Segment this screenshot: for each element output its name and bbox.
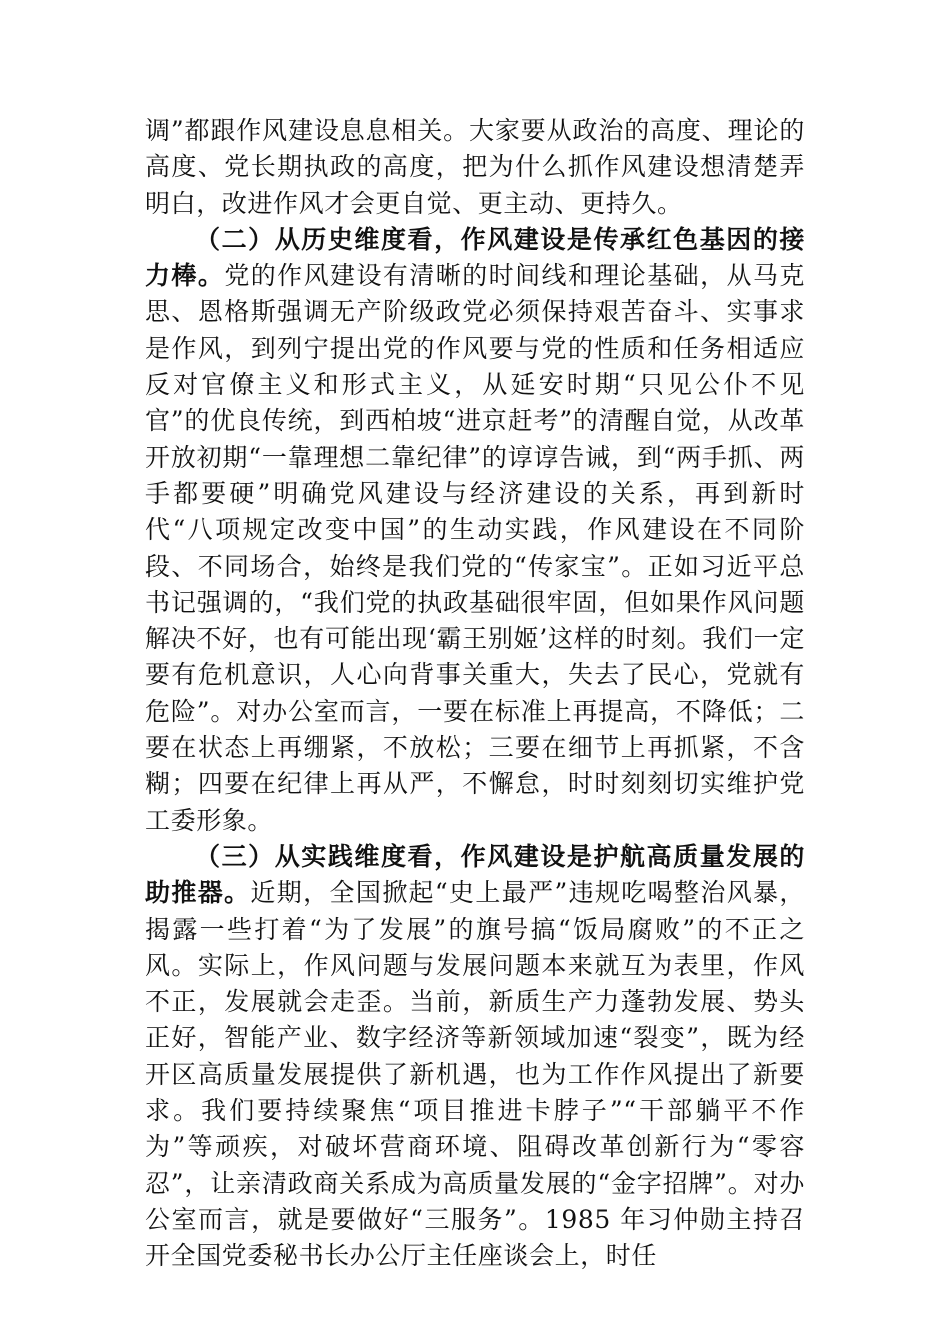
section-heading-three: （三）从实践维度看，作风建设是护航高质量发展的助推器。: [145, 841, 805, 908]
paragraph-practical-dimension: [145, 839, 805, 1275]
paragraph-text: 调”都跟作风建设息息相关。大家要从政治的高度、理论的高度、党长期执政的高度，把为什么抓作风建设想清楚弄明白，改进作风才会更自觉、更主动、更持久。: [145, 116, 805, 218]
paragraph-text: 近期，全国掀起“史上最严”违规吃喝整治风暴，揭露一些打着“为了发展”的旗号搞“饭局腐败”的不正之风。实际上，作风问题与发展问题本来就互为表里，作风不正，发展就会走歪。当前，新质生产力蓬勃发展、势头正好，智能产业、数字经济等新领域加速“裂变”，既为经开区高质量发展提供了新机遇，也为工作作风提出了新要求。我们要持续聚焦“项目推进卡脖子”“干部躺平不作为”等顽疾，对破坏营商环境、阻碍改革创新行为“零容忍”，让亲清政商关系成为高质量发展的“金字招牌”。对办公室而言，就是要做好“三服务”。1985 年习仲勋主持召开全国党委秘书长办公厅主任座谈会上，时任: [145, 878, 806, 1271]
document-body: [145, 113, 805, 1275]
section-heading-two: （二）从历史维度看，作风建设是传承红色基因的接力棒。: [145, 224, 805, 291]
paragraph-text: 党的作风建设有清晰的时间线和理论基础，从马克思、恩格斯强调无产阶级政党必须保持艰苦奋斗、实事求是作风，到列宁提出党的作风要与党的性质和任务相适应反对官僚主义和形式主义，从延安时期“只见公仆不见官”的优良传统，到西柏坡“进京赶考”的清醒自觉，从改革开放初期“一靠理想二靠纪律”的谆谆告诫，到“两手抓、两手都要硬”明确党风建设与经济建设的关系，再到新时代“八项规定改变中国”的生动实践，作风建设在不同阶段、不同场合，始终是我们党的“传家宝”。正如习近平总书记强调的，“我们党的执政基础很牢固，但如果作风问题解决不好，也有可能出现‘霸王别姬’这样的时刻。我们一定要有危机意识，人心向背事关重大，失去了民心，党就有危险”。对办公室而言，一要在标准上再提高，不降低；二要在状态上再绷紧，不放松；三要在细节上再抓紧，不含糊；四要在纪律上再从严，不懈怠，时时刻刻切实维护党工委形象。: [145, 261, 806, 835]
paragraph-historical-dimension: [145, 222, 805, 839]
paragraph-continuation: [145, 113, 805, 222]
